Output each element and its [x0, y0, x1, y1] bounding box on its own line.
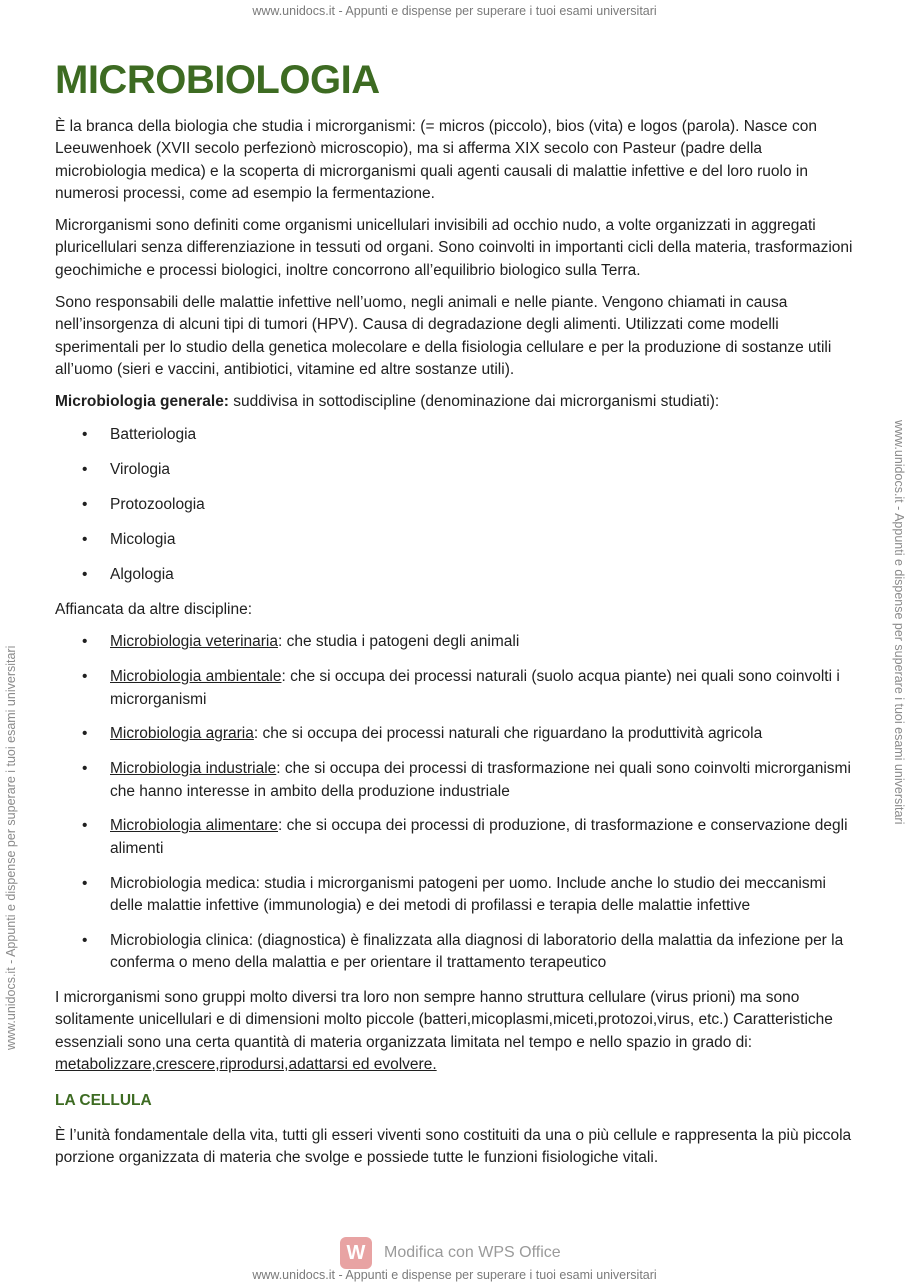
- paragraph-intro: È la branca della biologia che studia i microrganismi: (= micros (piccolo), bios (vita) e logos (parola). Nasce con Leeuwenhoek (XVII secolo perfezionò microscopio), ma si afferma XIX secolo con Pasteur (padre della microbiologia medica) e la scoperta di microrganismi quali agenti causali di malattie infettive e del loro ruolo in numerosi processi, come ad esempio la fermentazione.: [55, 118, 817, 202]
- paragraph-microorganisms: [55, 987, 855, 1076]
- discipline-name: Microbiologia alimentare: [110, 817, 278, 835]
- discipline-desc: Microbiologia clinica: (diagnostica) è finalizzata alla diagnosi di laboratorio della malattia da infezione per la conferma o meno della malattia e per orientare il trattamento terapeutico: [110, 931, 844, 972]
- paragraph-general: [55, 391, 855, 413]
- wps-watermark: [340, 1236, 561, 1270]
- microorganisms-capabilities: metabolizzare,crescere,riprodursi,adattarsi ed evolvere.: [55, 1055, 437, 1073]
- wps-label: Modifica con WPS Office: [384, 1244, 561, 1261]
- discipline-desc: Microbiologia medica: studia i microrganismi patogeni per uomo. Include anche lo studio dei meccanismi delle malattie infettive (immunologia) e dei metodi di profilassi e terapia delle malattie infettive: [110, 874, 826, 914]
- discipline-list: [55, 631, 855, 974]
- discipline-name: Microbiologia ambientale: [110, 668, 282, 686]
- watermark-side-left: www.unidocs.it - Appunti e dispense per superare i tuoi esami universitari: [4, 645, 18, 1050]
- discipline-desc: : che si occupa dei processi di produzione, di trasformazione e conservazione degli alimenti: [110, 817, 848, 857]
- page-title: MICROBIOLOGIA: [55, 58, 380, 102]
- paragraph-cell: È l’unità fondamentale della vita, tutti gli esseri viventi sono costituiti da una o più cellule e rappresenta la più piccola porzione organizzata di materia che svolge e possiede tutte le funzioni fisiologiche vitali.: [55, 1126, 852, 1166]
- list-item: [55, 666, 855, 711]
- general-text: suddivisa in sottodiscipline (denominazione dai microrganismi studiati):: [228, 393, 720, 411]
- microorganisms-text: I microrganismi sono gruppi molto diversi tra loro non sempre hanno struttura cellulare (virus prioni) ma sono solitamente unicellulari e di dimensioni molto piccole (batteri,micoplasmi,miceti,protozoi,virus, etc.) Caratteristiche essenziali sono una certa quantità di materia organizzata limitata nel tempo e nello spazio in grado di:: [55, 989, 833, 1051]
- subdiscipline-list: [55, 424, 855, 587]
- list-item: • Protozoologia: [55, 494, 855, 516]
- section-title: LA CELLULA: [55, 1092, 152, 1110]
- list-item: [55, 873, 855, 918]
- watermark-side-right: www.unidocs.it - Appunti e dispense per superare i tuoi esami universitari: [892, 420, 906, 825]
- paragraph-definition: Microrganismi sono definiti come organismi unicellulari invisibili ad occhio nudo, a volte organizzati in aggregati pluricellulari senza differenziazione in tessuti od organi. Sono coinvolti in importanti cicli della materia, trasformazioni geochimiche e processi biologici, inoltre concorrono all’equilibrio biologico sulla Terra.: [55, 217, 853, 279]
- discipline-name: Microbiologia industriale: [110, 760, 277, 778]
- list-item: [55, 723, 855, 745]
- list-item: • Algologia: [55, 564, 855, 586]
- list-item: [55, 758, 855, 803]
- watermark-header: www.unidocs.it - Appunti e dispense per superare i tuoi esami universitari: [252, 4, 657, 18]
- watermark-footer: www.unidocs.it - Appunti e dispense per superare i tuoi esami universitari: [252, 1268, 657, 1282]
- list-item: [55, 930, 855, 975]
- discipline-desc: : che si occupa dei processi naturali che riguardano la produttività agricola: [253, 725, 763, 743]
- discipline-name: Microbiologia agraria: [110, 725, 254, 743]
- list-item: • Micologia: [55, 529, 855, 551]
- discipline-desc: : che si occupa dei processi di trasformazione nei quali sono coinvolti microrganismi che hanno interesse in ambito della produzione industriale: [110, 760, 851, 800]
- wps-logo-icon: W: [340, 1237, 372, 1269]
- paragraph-responsibilities: Sono responsabili delle malattie infettive nell’uomo, negli animali e nelle piante. Vengono chiamati in causa nell’insorgenza di alcuni tipi di tumori (HPV). Causa di degradazione degli alimenti. Utilizzati come modelli sperimentali per lo studio della genetica molecolare e della fisiologia cellulare e per la produzione di sostanze utili all’uomo (sieri e vaccini, antibiotici, vitamine ed altre sostanze utili).: [55, 294, 832, 378]
- discipline-desc: : che si occupa dei processi naturali (suolo acqua piante) nei quali sono coinvolti i microrganismi: [110, 668, 840, 708]
- list-item: • Virologia: [55, 459, 855, 481]
- discipline-desc: : che studia i patogeni degli animali: [278, 633, 520, 651]
- list-item: • Batteriologia: [55, 424, 855, 446]
- general-label: Microbiologia generale:: [55, 393, 229, 411]
- paragraph-affiancata: Affiancata da altre discipline:: [55, 601, 253, 619]
- document-body: [55, 52, 855, 1179]
- discipline-name: Microbiologia veterinaria: [110, 633, 278, 651]
- list-item: [55, 815, 855, 860]
- list-item: [55, 631, 855, 653]
